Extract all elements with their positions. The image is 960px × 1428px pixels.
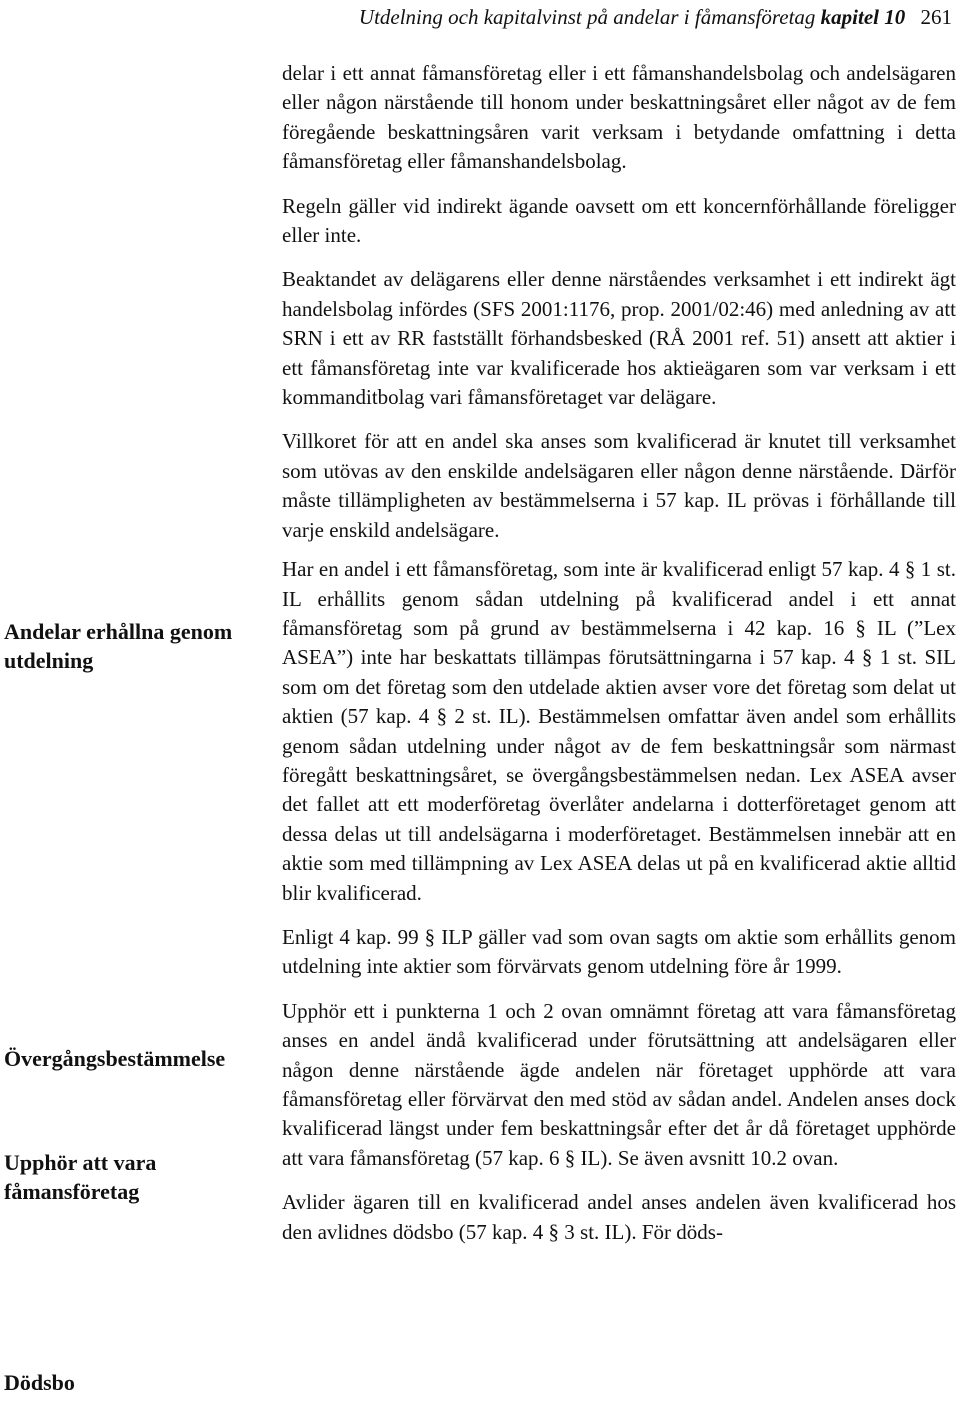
paragraph-1: delar i ett annat fåmansföretag eller i ett fåmanshandelsbolag och andelsägaren eller någon närstående till honom under beskattningsåret eller något av de fem föregående beskattningsåren varit verksam i betydande omfattning i detta fåmansföretag eller fåmanshandelsbolag. [282, 61, 956, 174]
running-header [359, 0, 952, 34]
margin-note-andelar-erhallna: Andelar erhållna genom utdelning [4, 619, 233, 673]
paragraph-7: Upphör ett i punkterna 1 och 2 ovan omnämnt företag att vara fåmansföretag anses en andel ändå kvalificerad under förutsättning att andelsägaren eller någon denne närstående ägde andelen när företaget upphörde att vara fåmansföretag eller förvärvat den med stöd av sådan andel. Andelen anses dock kvalificerad längst under fem beskattningsår efter det år då företaget upphörde att vara fåmansföretag (57 kap. 6 § IL). Se även avsnitt 10.2 ovan. [282, 998, 956, 1170]
paragraph-4: Villkoret för att en andel ska anses som kvalificerad är knutet till verksamhet som utövas av den enskilde andelsägaren eller någon denne närstående. Därför måste tillämpligheten av bestämmelserna i 57 kap. IL prövas i förhållande till varje enskild andelsägare. [282, 429, 956, 542]
header-chapter: kapitel 10 [820, 5, 906, 29]
paragraph-2: Regeln gäller vid indirekt ägande oavsett om ett koncernförhållande föreligger eller inte. [282, 193, 956, 248]
margin-note-upphor: Upphör att vara fåmansföretag [4, 1150, 157, 1204]
page-number: 261 [920, 5, 952, 29]
paragraph-6: Enligt 4 kap. 99 § ILP gäller vad som ovan sagts om aktie som erhållits genom utdelning inte aktier som förvärvats genom utdelning före år 1999. [282, 924, 956, 979]
margin-note-dodsbo: Dödsbo [4, 1370, 75, 1395]
body-text [282, 59, 956, 1262]
paragraph-5: Har en andel i ett fåmansföretag, som inte är kvalificerad enligt 57 kap. 4 § 1 st. IL erhållits genom sådan utdelning på kvalificerad andel i ett annat fåmansföretag som på grund av bestämmelserna i 42 kap. 16 § IL (”Lex ASEA”) inte har beskattats tillämpas förutsättningarna i 57 kap. 4 § 1 st. SIL som om det företag som den utdelade aktien avser vore det företag som delat ut aktien (57 kap. 4 § 2 st. IL). Bestämmelsen omfattar även andel som erhållits genom sådan utdelning under något av de fem beskattningsår som närmast föregått beskattningsåret, se övergångsbestämmelsen nedan. Lex ASEA avser det fallet att ett moderföretag överlåter andelarna i dotterföretaget genom att dessa delas ut till andelsägarna i moderföretaget. Bestämmelsen innebär att en aktie som med tillämpning av Lex ASEA delas ut på en kvalificerad aktie alltid blir kvalificerad. [282, 557, 956, 905]
margin-note-overgangsbestammelse: Övergångsbestämmelse [4, 1046, 226, 1071]
paragraph-3: Beaktandet av delägarens eller denne närståendes verksamhet i ett indirekt ägt handelsbolag infördes (SFS 2001:1176, prop. 2001/02:46) med anledning av att SRN i ett av RR fastställt förhandsbesked (RÅ 2001 ref. 51) ansett att aktier i ett fåmansföretag inte var kvalificerade hos aktieägaren som var verksam i ett kommanditbolag vari fåmansföretaget var delägare. [282, 267, 956, 410]
header-title: Utdelning och kapitalvinst på andelar i fåmansföretag [358, 5, 816, 29]
paragraph-8: Avlider ägaren till en kvalificerad andel anses andelen även kvalificerad hos den avlidnes dödsbo (57 kap. 4 § 3 st. IL). För döds- [282, 1190, 956, 1244]
